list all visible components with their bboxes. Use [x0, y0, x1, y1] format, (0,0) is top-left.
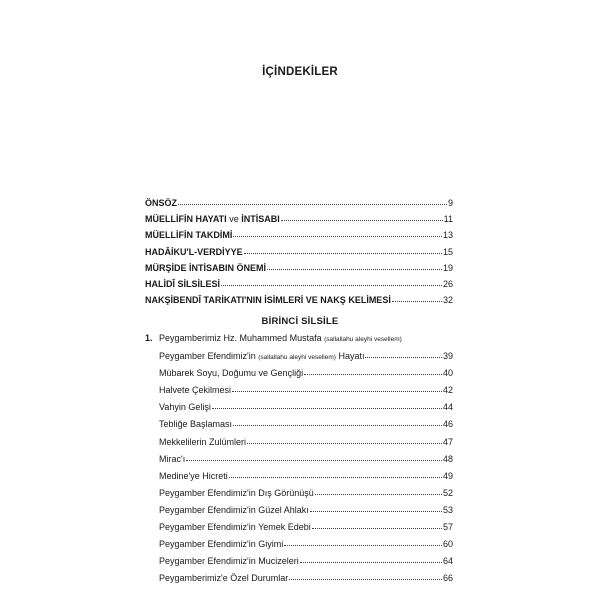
toc-entry-page: 48: [442, 453, 453, 464]
dot-leader: [304, 364, 442, 375]
dot-leader: [212, 398, 442, 409]
toc-entry-label: MÜELLİFİN TAKDİMİ: [145, 230, 233, 241]
label-part: İNTİSABI: [241, 214, 280, 225]
label-part: Peygamberimiz'e Özel Durumlar: [159, 573, 289, 584]
dot-leader: [244, 243, 442, 254]
toc-entry-label: [159, 505, 309, 515]
toc-entry: [0, 227, 600, 239]
toc-entry-label: HADÂİKU'L-VERDİYYE: [145, 246, 243, 257]
toc-entry-label: MÜRŞİDE İNTİSABIN ÖNEMİ: [145, 262, 267, 273]
toc-entry-page: 13: [442, 230, 453, 241]
label-part: Peygamber Efendimiz'in Giyimi: [159, 539, 284, 550]
toc-entry-label: [159, 351, 364, 361]
label-part: Hayatı: [335, 351, 365, 361]
dot-leader: [310, 501, 442, 512]
dot-leader: [232, 381, 442, 392]
toc-sub-entry: [0, 399, 600, 411]
toc-entry-page: 52: [442, 487, 453, 498]
toc-entry: [0, 292, 600, 304]
toc-entry-label: [159, 368, 303, 378]
section-item-1: [145, 333, 402, 343]
toc-entry-page: 9: [447, 198, 453, 208]
section-title: BİRİNCİ SİLSİLE: [261, 316, 339, 327]
toc-entry-label: [159, 437, 246, 447]
label-part: Mekkelilerin Zulümleri: [159, 436, 247, 447]
toc-entry-label: [159, 539, 283, 549]
toc-entry-page: 15: [442, 246, 453, 257]
toc-entry-page: 19: [442, 262, 453, 273]
toc-entry: [0, 195, 600, 207]
dot-leader: [229, 467, 442, 478]
dot-leader: [312, 518, 442, 529]
toc-entry-label: [159, 488, 314, 498]
toc-entry-label: [159, 402, 211, 412]
label-part: MÜELLİFİN HAYATI: [145, 214, 227, 225]
toc-sub-entry: [0, 468, 600, 480]
label-part: Peygamber Efendimiz'in Dış Görünüşü: [159, 487, 314, 498]
toc-entry-page: 40: [442, 368, 453, 379]
toc-entry-label: [159, 385, 231, 395]
label-part: Peygamber Efendimiz'in: [159, 351, 259, 361]
label-part: Vahyin Gelişi: [159, 402, 211, 413]
item-number: 1.: [145, 333, 153, 343]
toc-sub-entry: [0, 451, 600, 463]
toc-entry-page: 60: [442, 539, 453, 550]
toc-entry-page: 42: [442, 385, 453, 396]
toc-entry: [0, 276, 600, 288]
dot-leader: [267, 259, 442, 270]
dot-leader: [392, 291, 442, 302]
toc-entry-page: 46: [442, 419, 453, 430]
dot-leader: [233, 415, 442, 426]
toc-sub-entry: [0, 365, 600, 377]
label-part: Peygamber Efendimiz'in Güzel Ahlakı: [159, 504, 309, 515]
toc-entry-label: [159, 471, 228, 481]
dot-leader: [221, 275, 442, 286]
toc-sub-entry: [0, 485, 600, 497]
dot-leader: [178, 194, 447, 205]
toc-entry-label: NAKŞİBENDÎ TARİKATI'NIN İSİMLERİ VE NAKŞ KELİMESİ: [145, 295, 391, 306]
dot-leader: [300, 552, 442, 563]
toc-entry: [0, 211, 600, 223]
dot-leader: [247, 433, 442, 444]
toc-entry-page: 57: [442, 522, 453, 532]
dot-leader: [365, 347, 442, 358]
label-part: ve: [226, 214, 242, 225]
toc-entry-page: 64: [442, 556, 453, 567]
toc-entry-page: 47: [442, 436, 453, 447]
toc-entry-page: 49: [442, 470, 453, 481]
label-part: Peygamber Efendimiz'in Yemek Edebi: [159, 522, 311, 532]
label-part: Mirac'ı: [159, 453, 186, 464]
toc-entry-page: 66: [442, 573, 453, 584]
label-honorific: (sallallahu aleyhi vesellem): [258, 354, 336, 361]
item-honorific: (sallallahu aleyhi vesellem): [324, 336, 402, 343]
dot-leader: [281, 210, 443, 221]
toc-entry-label: HALİDÎ SİLSİLESİ: [145, 279, 221, 289]
toc-sub-entry: [0, 519, 600, 531]
toc-entry-page: 53: [442, 504, 453, 515]
toc-sub-entry: [0, 553, 600, 565]
toc-entry-label: [159, 454, 185, 464]
toc-entry-label: ÖNSÖZ: [145, 198, 178, 208]
toc-entry-label: [159, 556, 299, 566]
toc-sub-entry: [0, 434, 600, 446]
toc-entry: [0, 244, 600, 256]
toc-sub-entry: [0, 536, 600, 548]
toc-entry-page: 26: [442, 279, 453, 289]
toc-sub-entry: [0, 382, 600, 394]
toc-entry-label: [145, 214, 280, 224]
dot-leader: [186, 450, 442, 461]
item-text: Peygamberimiz Hz. Muhammed Mustafa: [159, 333, 322, 343]
label-part: Medine'ye Hicreti: [159, 470, 228, 481]
toc-sub-entry: [0, 416, 600, 428]
label-part: Mübarek Soyu, Doğumu ve Gençliği: [159, 368, 304, 379]
toc-entry-label: [159, 522, 311, 532]
toc-sub-entry: [0, 502, 600, 514]
label-part: Tebliğe Başlaması: [159, 419, 233, 430]
toc-entry-label: [159, 573, 288, 583]
toc-entry-page: 11: [443, 214, 453, 225]
toc-sub-entry: [0, 570, 600, 582]
dot-leader: [315, 484, 442, 495]
dot-leader: [284, 535, 442, 546]
toc-entry: [0, 260, 600, 272]
toc-entry-label: [159, 419, 232, 429]
label-part: Halvete Çekilmesi: [159, 385, 232, 396]
toc-title: İÇİNDEKİLER: [262, 66, 338, 78]
toc-sub-entry: [0, 348, 600, 360]
dot-leader: [233, 226, 442, 237]
dot-leader: [289, 569, 442, 580]
toc-entry-page: 32: [442, 295, 453, 306]
toc-entry-page: 44: [442, 402, 453, 413]
label-part: Peygamber Efendimiz'in Mucizeleri: [159, 556, 299, 567]
toc-entry-page: 39: [442, 351, 453, 361]
